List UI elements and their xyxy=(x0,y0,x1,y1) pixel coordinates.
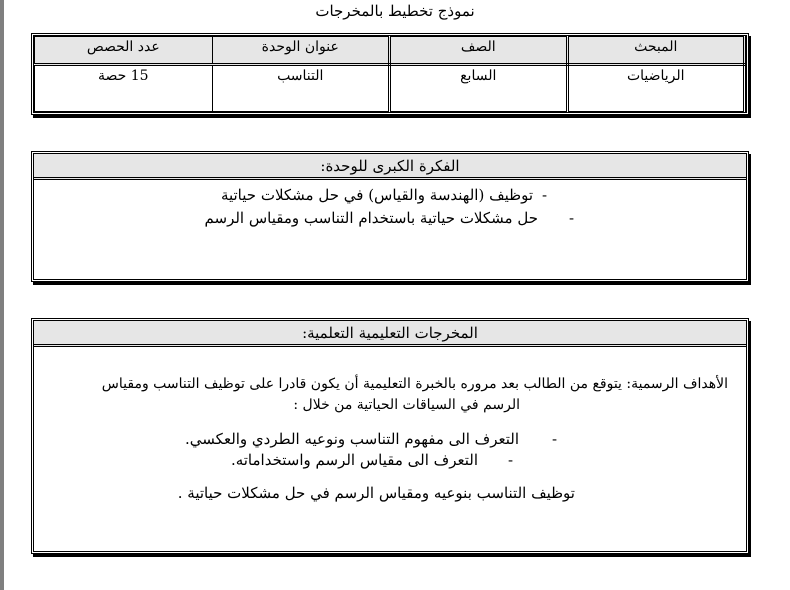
outcome-bullet-2: - xyxy=(508,451,514,469)
outcome-closing-line: توظيف التناسب بنوعيه ومقياس الرسم في حل مشكلات حياتية . xyxy=(177,484,575,502)
header-subject: المبحث xyxy=(567,37,745,65)
header-periods: عدد الحصص xyxy=(35,37,213,65)
document-title: نموذج تخطيط بالمخرجات xyxy=(315,2,475,20)
value-periods: 15 حصة xyxy=(35,65,213,112)
page-left-edge xyxy=(0,0,4,590)
header-grade: الصف xyxy=(390,37,568,65)
value-grade: السابع xyxy=(390,65,568,112)
learning-outcomes-section xyxy=(31,318,749,554)
outcome-item-1: التعرف الى مفهوم التناسب ونوعيه الطردي والعكسي. xyxy=(185,430,519,448)
value-unit-title: التناسب xyxy=(212,65,390,112)
outcome-item-2: التعرف الى مقياس الرسم واستخداماته. xyxy=(230,451,478,469)
big-idea-bullet-2: - xyxy=(569,209,575,227)
big-idea-bullet-1: - xyxy=(542,186,548,204)
learning-outcomes-heading: المخرجات التعليمية التعلمية: xyxy=(34,321,746,347)
big-idea-item-2: حل مشكلات حياتية باستخدام التناسب ومقياس الرسم xyxy=(204,209,538,227)
outcome-bullet-1: - xyxy=(552,430,558,448)
formal-objectives-line-2: الرسم في السياقات الحياتية من خلال : xyxy=(293,397,520,413)
big-idea-item-1: توظيف (الهندسة والقياس) في حل مشكلات حياتية xyxy=(220,186,533,204)
big-idea-heading: الفكرة الكبرى للوحدة: xyxy=(34,154,746,180)
header-unit-title: عنوان الوحدة xyxy=(212,37,390,65)
formal-objectives-line-1: الأهداف الرسمية: يتوقع من الطالب بعد مروره بالخبرة التعليمية أن يكون قادرا على توظيف التناسب ومقياس xyxy=(101,376,728,392)
unit-info-table xyxy=(31,33,749,115)
value-subject: الرياضيات xyxy=(567,65,745,112)
big-idea-section xyxy=(31,151,749,282)
